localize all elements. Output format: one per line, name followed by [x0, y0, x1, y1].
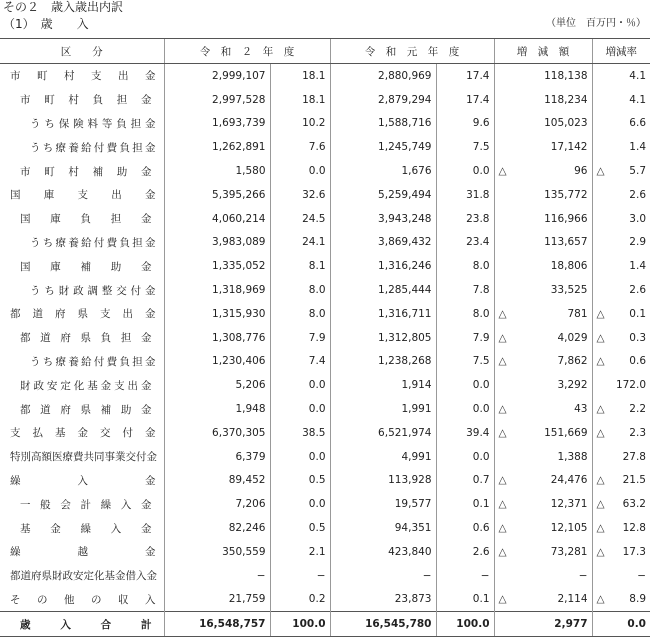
r1-amount: 16,545,780: [330, 612, 436, 637]
change-rate-value: 4.1: [629, 69, 646, 82]
diff-amount: [494, 159, 592, 183]
r1-share: 0.7: [436, 469, 494, 493]
row-label: うち療養給付費負担金: [30, 141, 156, 154]
row-label: うち財政調整交付金: [30, 284, 156, 297]
row-label: うち療養給付費負担金: [30, 355, 156, 368]
r2-share: 0.5: [270, 516, 330, 540]
diff-amount: [494, 254, 592, 278]
change-rate: [592, 302, 650, 326]
table-row: [0, 254, 650, 278]
diff-amount-value: 17,142: [550, 141, 588, 154]
change-rate-value: 2.6: [629, 188, 646, 201]
table-row: [0, 588, 650, 612]
change-rate: [592, 278, 650, 302]
r2-amount: 1,948: [164, 397, 270, 421]
r1-amount: 1,245,749: [330, 135, 436, 159]
change-rate-value: 1.4: [629, 260, 646, 273]
change-rate: [592, 159, 650, 183]
diff-amount: [494, 350, 592, 374]
r1-amount: 1,676: [330, 159, 436, 183]
row-label: 国庫負担金: [20, 213, 152, 226]
r1-share: 0.0: [436, 373, 494, 397]
diff-amount: [494, 469, 592, 493]
table-row: [0, 350, 650, 374]
diff-amount-value: 781: [567, 307, 588, 320]
change-rate: [592, 207, 650, 231]
r1-share: 7.5: [436, 135, 494, 159]
change-rate: [592, 588, 650, 612]
change-rate: [592, 421, 650, 445]
r1-amount: 6,521,974: [330, 421, 436, 445]
diff-amount: [494, 373, 592, 397]
r1-amount: 1,316,711: [330, 302, 436, 326]
r1-share: 39.4: [436, 421, 494, 445]
change-rate-value: 2.2: [629, 403, 646, 416]
negative-mark: △: [596, 593, 605, 606]
r2-share: −: [270, 564, 330, 588]
header-rate: 増減率: [592, 39, 650, 64]
change-rate-value: 4.1: [629, 93, 646, 106]
diff-amount-value: 118,138: [544, 69, 588, 82]
table-row: [0, 207, 650, 231]
r1-share: 0.1: [436, 492, 494, 516]
negative-mark: △: [498, 545, 507, 558]
change-rate: [592, 326, 650, 350]
revenue-table: [0, 38, 650, 637]
r2-amount: 3,983,089: [164, 231, 270, 255]
diff-amount-value: 12,105: [550, 522, 588, 535]
diff-amount-value: 33,525: [550, 284, 588, 297]
change-rate: [592, 112, 650, 136]
change-rate: [592, 64, 650, 88]
diff-amount-value: 113,657: [544, 236, 588, 249]
change-rate-value: 0.6: [629, 355, 646, 368]
r1-amount: 1,914: [330, 373, 436, 397]
r2-amount: 6,370,305: [164, 421, 270, 445]
diff-amount-value: 43: [574, 403, 588, 416]
change-rate-value: 2.9: [629, 236, 646, 249]
diff-amount: [494, 278, 592, 302]
r1-amount: 1,238,268: [330, 350, 436, 374]
row-label: うち保険料等負担金: [30, 117, 156, 130]
diff-amount: [494, 183, 592, 207]
r1-amount: 1,991: [330, 397, 436, 421]
change-rate-value: 2.3: [629, 426, 646, 439]
row-label: 歳入合計: [0, 612, 164, 637]
change-rate: [592, 564, 650, 588]
r2-amount: 1,262,891: [164, 135, 270, 159]
diff-amount-value: 2,114: [557, 593, 588, 606]
r1-amount: 94,351: [330, 516, 436, 540]
change-rate-value: 6.6: [629, 117, 646, 130]
r1-share: 8.0: [436, 254, 494, 278]
change-rate: [592, 540, 650, 564]
diff-amount: [494, 397, 592, 421]
row-label: 繰越金: [10, 546, 156, 559]
change-rate-value: 172.0: [615, 379, 646, 392]
change-rate: [592, 88, 650, 112]
r1-amount: 3,869,432: [330, 231, 436, 255]
r2-share: 100.0: [270, 612, 330, 637]
diff-amount: [494, 302, 592, 326]
row-label: 市町村補助金: [20, 165, 152, 178]
r1-share: 7.8: [436, 278, 494, 302]
row-label: 国庫補助金: [20, 260, 152, 273]
r1-share: 17.4: [436, 64, 494, 88]
row-label: 都道府県支出金: [10, 308, 156, 321]
r2-share: 18.1: [270, 64, 330, 88]
table-row: [0, 135, 650, 159]
r1-share: 8.0: [436, 302, 494, 326]
negative-mark: △: [596, 403, 605, 416]
r2-amount: 1,580: [164, 159, 270, 183]
r1-share: 23.8: [436, 207, 494, 231]
change-rate-value: 5.7: [629, 165, 646, 178]
diff-amount-value: −: [578, 569, 588, 582]
row-label: うち療養給付費負担金: [30, 236, 156, 249]
row-label: 市町村負担金: [20, 94, 152, 107]
r2-amount: 1,315,930: [164, 302, 270, 326]
row-label: その他の収入: [10, 593, 156, 606]
negative-mark: △: [498, 307, 507, 320]
r1-amount: 113,928: [330, 469, 436, 493]
table-row: [0, 445, 650, 469]
change-rate-value: 0.0: [627, 618, 646, 631]
negative-mark: △: [596, 426, 605, 439]
section-heading: （1） 歳 入: [3, 17, 89, 31]
r2-share: 24.5: [270, 207, 330, 231]
r2-amount: 1,693,739: [164, 112, 270, 136]
r1-amount: 2,880,969: [330, 64, 436, 88]
r2-amount: 7,206: [164, 492, 270, 516]
r2-share: 7.9: [270, 326, 330, 350]
r2-amount: 6,379: [164, 445, 270, 469]
negative-mark: △: [498, 331, 507, 344]
diff-amount-value: 4,029: [557, 331, 588, 344]
r1-amount: 1,316,246: [330, 254, 436, 278]
r1-amount: 1,588,716: [330, 112, 436, 136]
r2-amount: 21,759: [164, 588, 270, 612]
diff-amount-value: 135,772: [544, 188, 588, 201]
change-rate-value: −: [637, 569, 646, 582]
r2-share: 10.2: [270, 112, 330, 136]
r2-share: 2.1: [270, 540, 330, 564]
change-rate-value: 1.4: [629, 141, 646, 154]
r1-amount: 23,873: [330, 588, 436, 612]
r1-amount: 5,259,494: [330, 183, 436, 207]
diff-amount: [494, 445, 592, 469]
header-diff: 増 減 額: [494, 39, 592, 64]
page-heading: その２ 歳入歳出内訳: [3, 0, 124, 14]
row-label: 都道府県補助金: [20, 403, 152, 416]
r2-share: 0.0: [270, 445, 330, 469]
r1-amount: −: [330, 564, 436, 588]
row-label: 都道府県財政安定化基金借入金: [10, 570, 157, 583]
diff-amount: [494, 64, 592, 88]
r2-share: 0.0: [270, 492, 330, 516]
table-row: [0, 159, 650, 183]
r2-amount: 5,206: [164, 373, 270, 397]
change-rate-value: 0.1: [629, 307, 646, 320]
diff-amount: [494, 492, 592, 516]
negative-mark: △: [498, 355, 507, 368]
table-row: [0, 540, 650, 564]
diff-amount: [494, 231, 592, 255]
change-rate-value: 27.8: [622, 450, 646, 463]
r2-amount: −: [164, 564, 270, 588]
row-label: 支払基金交付金: [10, 427, 156, 440]
r2-share: 32.6: [270, 183, 330, 207]
change-rate: [592, 373, 650, 397]
r1-share: 31.8: [436, 183, 494, 207]
diff-amount: [494, 564, 592, 588]
diff-amount-value: 96: [574, 165, 588, 178]
row-label: 一般会計繰入金: [20, 498, 152, 511]
row-label: 繰入金: [10, 474, 156, 487]
r2-share: 0.0: [270, 373, 330, 397]
negative-mark: △: [498, 426, 507, 439]
change-rate-value: 3.0: [629, 212, 646, 225]
diff-amount-value: 151,669: [544, 426, 588, 439]
r1-share: 0.0: [436, 159, 494, 183]
negative-mark: △: [596, 331, 605, 344]
r2-share: 0.0: [270, 159, 330, 183]
r1-share: 0.0: [436, 445, 494, 469]
r2-amount: 1,335,052: [164, 254, 270, 278]
table-row: [0, 516, 650, 540]
negative-mark: △: [498, 593, 507, 606]
change-rate: [592, 516, 650, 540]
change-rate: [592, 135, 650, 159]
r1-amount: 4,991: [330, 445, 436, 469]
diff-amount-value: 1,388: [557, 450, 588, 463]
negative-mark: △: [596, 545, 605, 558]
negative-mark: △: [498, 474, 507, 487]
r2-amount: 2,997,528: [164, 88, 270, 112]
r1-amount: 3,943,248: [330, 207, 436, 231]
r2-amount: 16,548,757: [164, 612, 270, 637]
diff-amount: [494, 540, 592, 564]
r2-share: 8.0: [270, 278, 330, 302]
negative-mark: △: [498, 498, 507, 511]
r1-share: 7.9: [436, 326, 494, 350]
table-row: [0, 183, 650, 207]
table-row: [0, 231, 650, 255]
negative-mark: △: [498, 522, 507, 535]
r1-share: 0.6: [436, 516, 494, 540]
negative-mark: △: [596, 307, 605, 320]
change-rate: [592, 254, 650, 278]
r1-share: 0.0: [436, 397, 494, 421]
r2-amount: 5,395,266: [164, 183, 270, 207]
table-row: [0, 112, 650, 136]
diff-amount: [494, 516, 592, 540]
r2-amount: 2,999,107: [164, 64, 270, 88]
r1-amount: 2,879,294: [330, 88, 436, 112]
diff-amount-value: 116,966: [544, 212, 588, 225]
r1-share: 17.4: [436, 88, 494, 112]
r1-share: 2.6: [436, 540, 494, 564]
table-row: [0, 492, 650, 516]
table-row: [0, 278, 650, 302]
change-rate: [592, 469, 650, 493]
r1-share: 100.0: [436, 612, 494, 637]
table-row: [0, 373, 650, 397]
change-rate-value: 17.3: [622, 545, 646, 558]
diff-amount: [494, 421, 592, 445]
r2-share: 0.5: [270, 469, 330, 493]
row-label: 国庫支出金: [10, 189, 156, 202]
table-header-row: [0, 39, 650, 64]
row-label: 都道府県負担金: [20, 332, 152, 345]
table-row: [0, 421, 650, 445]
table-row: [0, 302, 650, 326]
change-rate: [592, 183, 650, 207]
negative-mark: △: [596, 498, 605, 511]
change-rate-value: 21.5: [622, 474, 646, 487]
r2-amount: 1,230,406: [164, 350, 270, 374]
negative-mark: △: [498, 165, 507, 178]
r1-share: 23.4: [436, 231, 494, 255]
table-row: [0, 564, 650, 588]
r2-share: 8.0: [270, 302, 330, 326]
r1-amount: 19,577: [330, 492, 436, 516]
diff-amount-value: 7,862: [557, 355, 588, 368]
diff-amount: [494, 88, 592, 112]
negative-mark: △: [596, 474, 605, 487]
header-category: 区 分: [0, 39, 164, 64]
diff-amount: [494, 588, 592, 612]
r2-amount: 82,246: [164, 516, 270, 540]
row-label: 市町村支出金: [10, 70, 156, 83]
diff-amount: [494, 207, 592, 231]
r2-share: 7.6: [270, 135, 330, 159]
diff-amount-value: 12,371: [550, 498, 588, 511]
diff-amount-value: 2,977: [554, 618, 588, 631]
r1-share: 0.1: [436, 588, 494, 612]
r2-amount: 350,559: [164, 540, 270, 564]
diff-amount: [494, 135, 592, 159]
change-rate: [592, 397, 650, 421]
r1-share: 7.5: [436, 350, 494, 374]
r2-share: 7.4: [270, 350, 330, 374]
r2-share: 0.0: [270, 397, 330, 421]
row-label: 財政安定化基金支出金: [20, 379, 152, 392]
change-rate-value: 2.6: [629, 284, 646, 297]
r2-amount: 1,318,969: [164, 278, 270, 302]
row-label: 特別高額医療費共同事業交付金: [10, 451, 157, 464]
unit-note: （単位 百万円・％）: [546, 18, 646, 29]
header-r1: 令 和 元 年 度: [330, 39, 494, 64]
r2-share: 8.1: [270, 254, 330, 278]
negative-mark: △: [596, 165, 605, 178]
r1-share: −: [436, 564, 494, 588]
table-row: [0, 64, 650, 88]
table-row: [0, 469, 650, 493]
r2-amount: 4,060,214: [164, 207, 270, 231]
r1-amount: 423,840: [330, 540, 436, 564]
negative-mark: △: [596, 355, 605, 368]
diff-amount-value: 105,023: [544, 117, 588, 130]
r2-share: 38.5: [270, 421, 330, 445]
r2-share: 24.1: [270, 231, 330, 255]
diff-amount-value: 24,476: [550, 474, 588, 487]
r1-share: 9.6: [436, 112, 494, 136]
row-label: 基金繰入金: [20, 522, 152, 535]
diff-amount-value: 3,292: [557, 379, 588, 392]
r2-amount: 1,308,776: [164, 326, 270, 350]
r2-share: 18.1: [270, 88, 330, 112]
change-rate: [592, 350, 650, 374]
diff-amount: [494, 326, 592, 350]
change-rate-value: 63.2: [622, 498, 646, 511]
table-row: [0, 326, 650, 350]
table-row: [0, 397, 650, 421]
diff-amount-value: 118,234: [544, 93, 588, 106]
change-rate: [592, 231, 650, 255]
r2-share: 0.2: [270, 588, 330, 612]
table-row: [0, 88, 650, 112]
negative-mark: △: [596, 522, 605, 535]
change-rate-value: 12.8: [622, 522, 646, 535]
r2-amount: 89,452: [164, 469, 270, 493]
change-rate: [592, 492, 650, 516]
r1-amount: 1,285,444: [330, 278, 436, 302]
negative-mark: △: [498, 403, 507, 416]
diff-amount: [494, 112, 592, 136]
diff-amount-value: 73,281: [550, 545, 588, 558]
change-rate: [592, 445, 650, 469]
diff-amount-value: 18,806: [550, 260, 588, 273]
r1-amount: 1,312,805: [330, 326, 436, 350]
change-rate-value: 8.9: [629, 593, 646, 606]
change-rate-value: 0.3: [629, 331, 646, 344]
header-r2: 令 和 ２ 年 度: [164, 39, 330, 64]
